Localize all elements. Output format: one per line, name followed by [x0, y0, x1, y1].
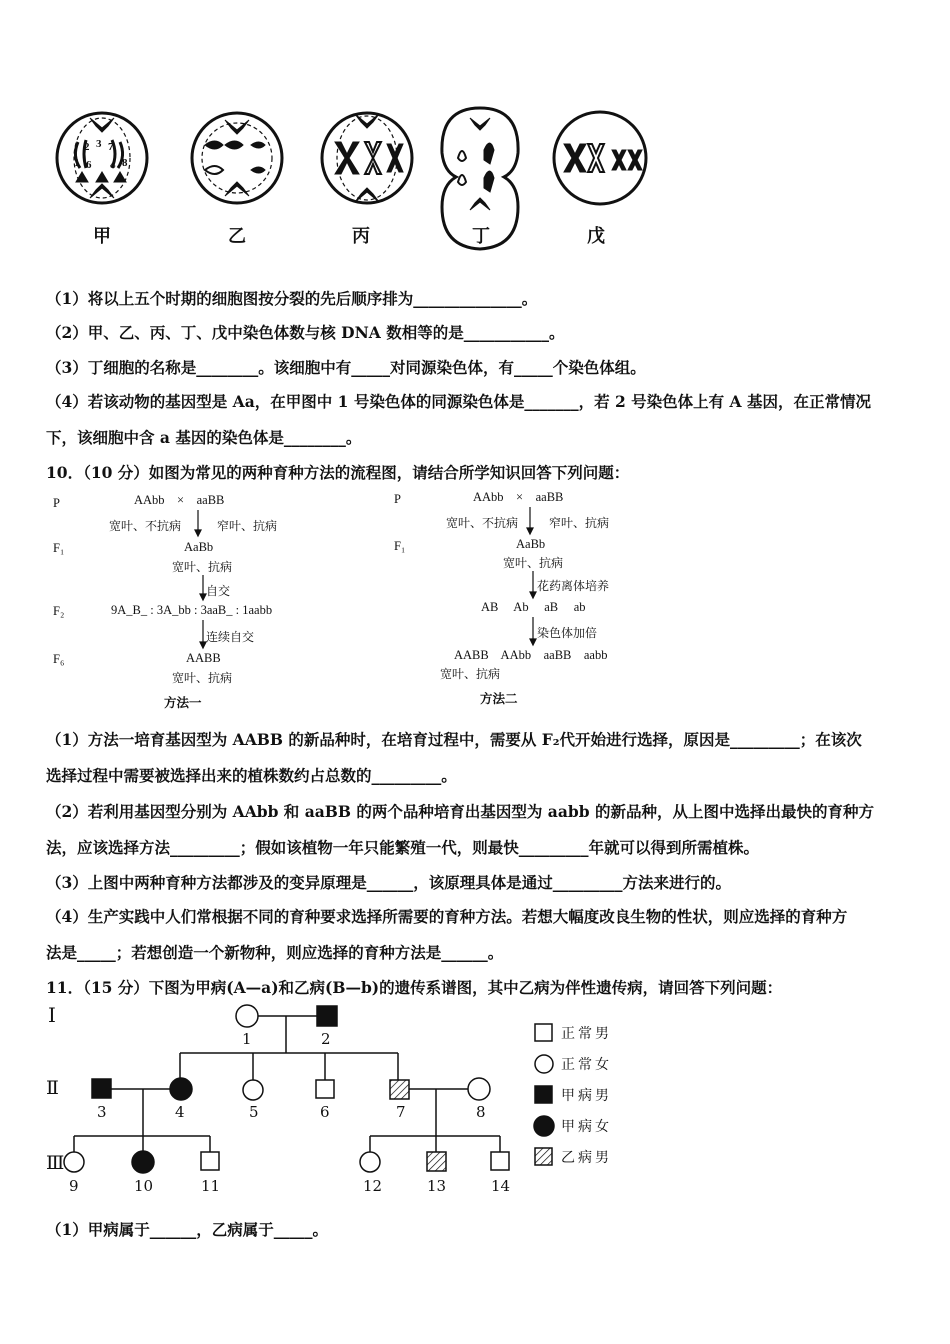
svg-text:8: 8 — [122, 157, 128, 169]
q10-part2-line1: （2）若利用基因型分别为 AAbb 和 aaBB 的两个品种培育出基因型为 aabb 的新品种，从上图中选择出最快的育种方 — [46, 802, 874, 821]
m2-f1-genotype: AaBb — [516, 537, 546, 551]
ind-num-8: 8 — [476, 1103, 486, 1121]
ind-num-1: 1 — [242, 1030, 252, 1048]
m2-step-anther-culture: 花药离体培养 — [537, 579, 610, 593]
legend-jia-male: 甲病男 — [561, 1088, 612, 1104]
m1-p-cross: AAbb × aaBB — [134, 493, 225, 507]
m1-f1-genotype: AaBb — [184, 540, 214, 554]
q9-part4-line2: 下，该细胞中含 a 基因的染色体是________。 — [46, 428, 362, 447]
m1-f2-ratio: 9A_B_ : 3A_bb : 3aaB_ : 1aabb — [111, 603, 273, 617]
q9-part4-line1: （4）若该动物的基因型是 Aa，在甲图中 1 号染色体的同源染色体是_______，若 2 号染色体上有 A 基因，在正常情况 — [46, 392, 871, 411]
pedigree-chart — [40, 1000, 650, 1205]
cell-label-bing: 丙 — [352, 226, 370, 247]
ind-num-2: 2 — [321, 1030, 331, 1048]
m2-gen-f1: F₁ — [394, 539, 406, 553]
ind-num-9: 9 — [69, 1177, 79, 1195]
ind-num-6: 6 — [320, 1103, 330, 1121]
m2-f1-phenotype: 宽叶、抗病 — [503, 556, 564, 570]
svg-text:6: 6 — [86, 159, 92, 171]
q9-part1: （1）将以上五个时期的细胞图按分裂的先后顺序排为______________。 — [46, 289, 538, 308]
m1-f6-genotype: AABB — [186, 651, 221, 665]
ind-4-jia-female — [170, 1078, 192, 1100]
gen-label-1: Ⅰ — [48, 1003, 56, 1027]
ind-1-normal-female — [236, 1005, 258, 1027]
legend-jia-female-icon — [534, 1116, 554, 1136]
legend-normal-male-icon — [535, 1024, 552, 1041]
ind-num-4: 4 — [175, 1103, 185, 1121]
ind-num-7: 7 — [396, 1103, 406, 1121]
m1-gen-f1: F₁ — [53, 541, 65, 555]
q10-part4-line2: 法是_____；若想创造一个新物种，则应选择的育种方法是______。 — [46, 943, 504, 962]
q11-part1: （1）甲病属于______，乙病属于_____。 — [46, 1220, 329, 1239]
gen-label-2: Ⅱ — [46, 1077, 59, 1099]
svg-text:4: 4 — [110, 159, 116, 171]
ind-num-10: 10 — [134, 1177, 154, 1195]
ind-num-12: 12 — [363, 1177, 383, 1195]
m2-gen-p: P — [394, 492, 401, 506]
m1-p-pheno-right: 窄叶、抗病 — [217, 519, 278, 533]
m2-step-chromosome-doubling: 染色体加倍 — [537, 626, 598, 640]
gen-label-3: Ⅲ — [46, 1152, 65, 1174]
legend-normal-male: 正常男 — [561, 1026, 612, 1042]
ind-num-5: 5 — [249, 1103, 259, 1121]
m1-step-continuous-selfing: 连续自交 — [206, 630, 255, 644]
m1-gen-f2: F₂ — [53, 604, 65, 618]
svg-text:1: 1 — [74, 157, 80, 169]
legend-yi-male-icon — [535, 1148, 552, 1165]
ind-5-normal-female — [243, 1080, 263, 1100]
m2-p-cross: AAbb × aaBB — [473, 490, 564, 504]
ind-7-yi-male — [390, 1080, 409, 1099]
cell-label-jia: 甲 — [93, 226, 111, 247]
cell-label-ding: 丁 — [472, 226, 490, 247]
ind-num-3: 3 — [97, 1103, 107, 1121]
q9-part3: （3）丁细胞的名称是________。该细胞中有_____对同源染色体，有_____个染色体组。 — [46, 358, 646, 377]
m1-f6-phenotype: 宽叶、抗病 — [172, 671, 233, 685]
m1-step-selfing: 自交 — [206, 584, 231, 598]
cell-label-yi: 乙 — [228, 226, 246, 247]
m1-p-pheno-left: 宽叶、不抗病 — [109, 519, 182, 533]
m2-title: 方法二 — [480, 692, 518, 706]
m1-f1-phenotype: 宽叶、抗病 — [172, 560, 233, 574]
ind-9-normal-female — [64, 1152, 84, 1172]
q10-part1-line1: （1）方法一培育基因型为 AABB 的新品种时，在培育过程中，需要从 F₂代开始进行选择，原因是_________；在该次 — [46, 730, 862, 749]
q10-part4-line1: （4）生产实践中人们常根据不同的育种要求选择所需要的育种方法。若想大幅度改良生物的性状，则应选择的育种方 — [46, 907, 848, 926]
q10-part2-line2: 法，应该选择方法_________；假如该植物一年只能繁殖一代，则最快_________年就可以得到所需植株。 — [46, 838, 760, 857]
m2-gametes: AB Ab aB ab — [481, 600, 586, 614]
m2-p-pheno-right: 窄叶、抗病 — [549, 516, 610, 530]
ind-6-normal-male — [316, 1080, 334, 1098]
q10-heading: 10．（10 分）如图为常见的两种育种方法的流程图，请结合所学知识回答下列问题： — [46, 463, 630, 482]
m1-gen-f6: F₆ — [53, 652, 65, 666]
ind-12-normal-female — [360, 1152, 380, 1172]
ind-2-jia-male — [317, 1006, 337, 1026]
svg-text:7: 7 — [108, 141, 114, 153]
svg-text:2: 2 — [84, 141, 90, 153]
m1-title: 方法一 — [164, 696, 202, 710]
ind-3-jia-male — [92, 1079, 111, 1098]
ind-8-normal-female — [468, 1078, 490, 1100]
ind-num-13: 13 — [427, 1177, 447, 1195]
ind-13-yi-male — [427, 1152, 446, 1171]
legend-yi-male: 乙病男 — [561, 1150, 612, 1166]
ind-num-11: 11 — [201, 1177, 221, 1195]
ind-10-jia-female — [132, 1151, 154, 1173]
svg-text:3: 3 — [96, 138, 102, 150]
legend-normal-female-icon — [535, 1055, 553, 1073]
q11-heading: 11．（15 分）下图为甲病(A—a)和乙病(B—b)的遗传系谱图，其中乙病为伴性遗传病，请回答下列问题： — [46, 978, 783, 997]
q10-part3: （3）上图中两种育种方法都涉及的变异原理是______，该原理具体是通过_________方法来进行的。 — [46, 873, 732, 892]
legend-jia-female: 甲病女 — [561, 1119, 612, 1135]
q9-part2: （2）甲、乙、丙、丁、戊中染色体数与核 DNA 数相等的是___________。 — [46, 323, 565, 342]
ind-11-normal-male — [201, 1152, 219, 1170]
legend-normal-female: 正常女 — [561, 1057, 612, 1073]
m2-result-phenotype: 宽叶、抗病 — [440, 667, 501, 681]
ind-14-normal-male — [491, 1152, 509, 1170]
m2-p-pheno-left: 宽叶、不抗病 — [446, 516, 519, 530]
q10-part1-line2: 选择过程中需要被选择出来的植株数约占总数的_________。 — [46, 766, 457, 785]
legend-jia-male-icon — [535, 1086, 552, 1103]
m1-gen-p: P — [53, 496, 60, 510]
m2-result-genotypes: AABB AAbb aaBB aabb — [454, 648, 608, 662]
ind-num-14: 14 — [491, 1177, 511, 1195]
cell-label-wu: 戊 — [587, 226, 605, 247]
